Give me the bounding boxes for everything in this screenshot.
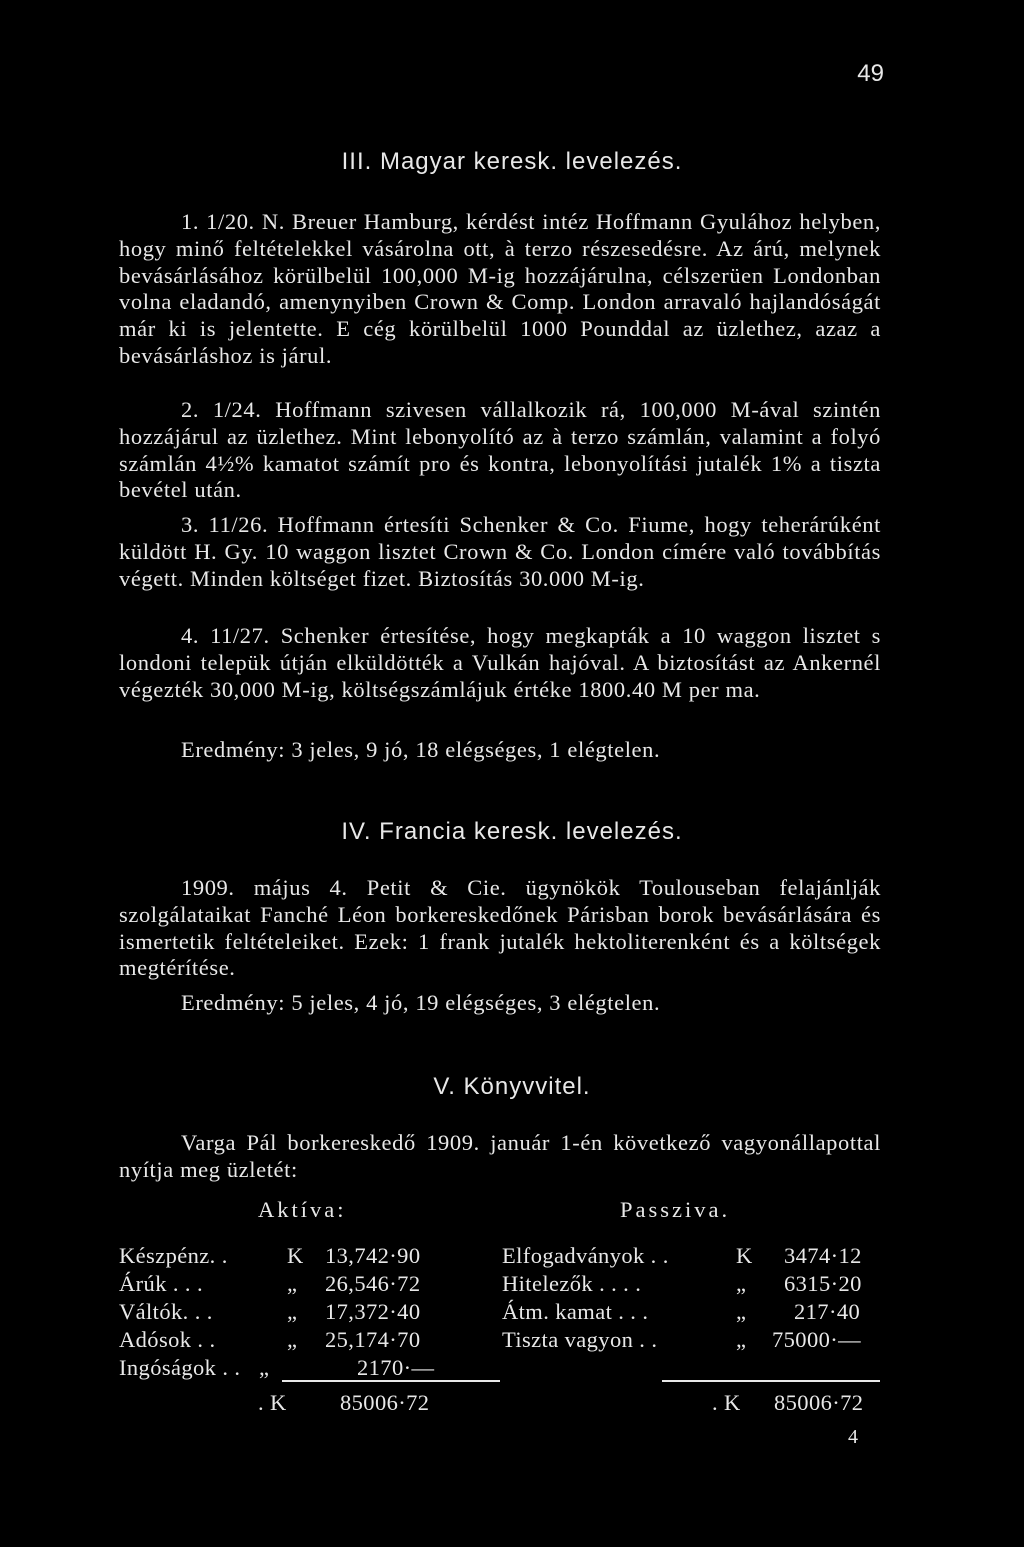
passziva-item-amount: 217·40 xyxy=(794,1299,861,1324)
paragraph-5-1: Varga Pál borkereskedő 1909. január 1-én következő vagyonállapottal nyítja meg üzletét: xyxy=(119,1130,881,1182)
passziva-total-prefix: . K xyxy=(712,1390,741,1415)
paragraph-3-1: 1. 1/20. N. Breuer Hamburg, kérdést intéz Hoffmann Gyulához helyben, hogy minő feltételekkel vásárolna ott, à terzo részesedésre. Az árú, melynek bevásárlásához körülbelül 100,000 M-ig hozzájárulna, célszerüen Londonban volna eladandó, amenynyiben Crown & Comp. London arravaló hajlandóságát már ki is jelentette. E cég körülbelül 1000 Pounddal az üzlethez, azaz a bevásárláshoz is járul. xyxy=(119,209,881,368)
aktiva-item-unit: „ xyxy=(287,1299,298,1324)
paragraph-3-2: 2. 1/24. Hoffmann szivesen vállalkozik rá, 100,000 M-ával szintén hozzájárul az üzlethez. Mint lebonyolító az à terzo számlán, valamint a folyó számlán 4½% kamatot számít pro és kontra, lebonyolítási jutalék 1% a tiszta bevétel után. xyxy=(119,397,881,503)
aktiva-item-unit: „ xyxy=(287,1271,298,1296)
passziva-item-unit: K xyxy=(736,1243,753,1268)
aktiva-item-unit: „ xyxy=(287,1327,298,1352)
passziva-title: Passziva. xyxy=(620,1197,731,1222)
section-3-title: III. Magyar keresk. levelezés. xyxy=(341,148,683,175)
passziva-item-name: Átm. kamat . . . xyxy=(502,1299,649,1324)
aktiva-item-name: Árúk . . . xyxy=(119,1271,203,1296)
passziva-item-name: Elfogadványok . . xyxy=(502,1243,669,1268)
aktiva-item-amount: 13,742·90 xyxy=(325,1243,421,1268)
passziva-item-unit: „ xyxy=(736,1271,747,1296)
paragraph-3-4: 4. 11/27. Schenker értesítése, hogy megkapták a 10 waggon lisztet s londoni telepük útján elküldötték a Vulkán hajóval. A biztosítást az Ankernél végezték 30,000 M-ig, költségszámlájuk értéke 1800.40 M per ma. xyxy=(119,623,881,702)
aktiva-total-prefix: . K xyxy=(258,1390,287,1415)
passziva-item-name: Tiszta vagyon . . xyxy=(502,1327,658,1352)
aktiva-item-amount: 2170·— xyxy=(357,1355,435,1380)
paragraph-3-3: 3. 11/26. Hoffmann értesíti Schenker & Co. Fiume, hogy teherárúként küldött H. Gy. 10 waggon lisztet Crown & Co. London címére való továbbítás végett. Minden költséget fizet. Biztosítás 30.000 M-ig. xyxy=(119,512,881,591)
page-number: 49 xyxy=(857,60,884,87)
aktiva-item-amount: 17,372·40 xyxy=(325,1299,421,1324)
aktiva-item-name: Adósok . . xyxy=(119,1327,216,1352)
passziva-item-amount: 75000·— xyxy=(772,1327,862,1352)
aktiva-item-amount: 26,546·72 xyxy=(325,1271,421,1296)
section-3-result: Eredmény: 3 jeles, 9 jó, 18 elégséges, 1 elégtelen. xyxy=(181,737,661,762)
passziva-item-unit: „ xyxy=(736,1327,747,1352)
passziva-item-unit: „ xyxy=(736,1299,747,1324)
passziva-total-rule xyxy=(662,1380,880,1382)
passziva-total-amount: 85006·72 xyxy=(774,1390,864,1415)
section-4-result: Eredmény: 5 jeles, 4 jó, 19 elégséges, 3 elégtelen. xyxy=(181,990,661,1015)
aktiva-item-unit: „ xyxy=(259,1355,270,1380)
aktiva-item-name: Készpénz. . xyxy=(119,1243,228,1268)
passziva-item-amount: 6315·20 xyxy=(784,1271,862,1296)
section-5-title: V. Könyvvitel. xyxy=(433,1073,591,1100)
aktiva-total-amount: 85006·72 xyxy=(340,1390,430,1415)
signature-mark: 4 xyxy=(848,1426,858,1448)
section-4-title: IV. Francia keresk. levelezés. xyxy=(341,818,683,845)
aktiva-item-name: Váltók. . . xyxy=(119,1299,213,1324)
aktiva-item-name: Ingóságok . . xyxy=(119,1355,241,1380)
passziva-item-name: Hitelezők . . . . xyxy=(502,1271,642,1296)
aktiva-title: Aktíva: xyxy=(258,1197,347,1222)
paragraph-4-1: 1909. május 4. Petit & Cie. ügynökök Toulouseban felajánlják szolgálataikat Fanché Léon borkereskedőnek Párisban borok bevásárlására és ismertetik feltételeiket. Ezek: 1 frank jutalék hektoliterenként és a költségek megtérítése. xyxy=(119,875,881,981)
aktiva-item-unit: K xyxy=(287,1243,304,1268)
aktiva-item-amount: 25,174·70 xyxy=(325,1327,421,1352)
passziva-item-amount: 3474·12 xyxy=(784,1243,862,1268)
aktiva-total-rule xyxy=(282,1380,500,1382)
